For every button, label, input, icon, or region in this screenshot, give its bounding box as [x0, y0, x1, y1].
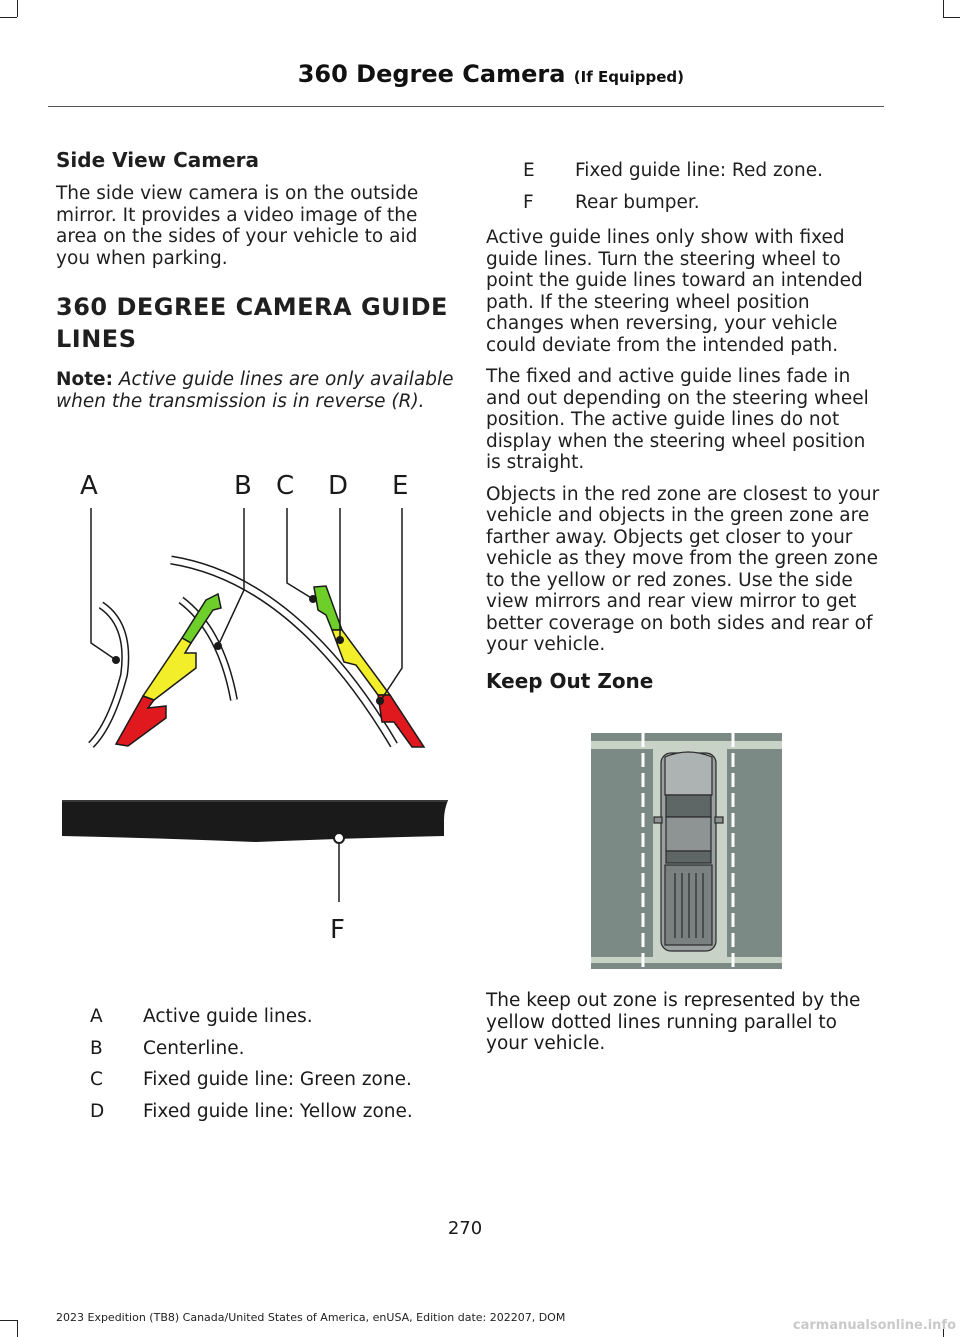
truck-rear-window — [666, 851, 711, 863]
diagram-label-f: F — [330, 915, 345, 945]
truck-mirror-left — [654, 817, 662, 823]
callout-line-a — [91, 508, 116, 660]
side-view-paragraph: The side view camera is on the outside mirror. It provides a video image of the area on the sides of your vehicle to aid you when parking. — [56, 183, 419, 269]
legend-key: C — [90, 1069, 103, 1090]
legend-key: A — [90, 1006, 103, 1027]
callout-ring-f — [334, 833, 344, 843]
legend-value: Fixed guide line: Green zone. — [143, 1069, 412, 1090]
legend-row — [486, 160, 884, 182]
keep-out-zone-diagram — [591, 733, 782, 969]
paragraph-active-guide-lines: Active guide lines only show with fixed guide lines. Turn the steering wheel to point the guide lines toward an intended path. If the steering wheel position changes when reversing, your vehicle could deviate from the intended path. — [486, 227, 863, 356]
diagram-label-a: A — [80, 471, 98, 501]
rear-bumper — [62, 800, 448, 842]
diagram-label-e: E — [392, 471, 409, 501]
truck-windshield — [666, 795, 711, 817]
callout-line-c — [287, 508, 313, 599]
legend-row — [56, 1006, 454, 1028]
diagram-label-d: D — [328, 471, 349, 501]
guide-lines-heading-line1: 360 DEGREE CAMERA GUIDE — [56, 293, 448, 321]
callout-dot-c — [309, 595, 317, 603]
page-number: 270 — [447, 1218, 483, 1239]
legend-value: Active guide lines. — [143, 1006, 313, 1027]
left-red-zone — [116, 696, 166, 746]
note-text: Active guide lines are only available when the transmission is in reverse (R). — [56, 369, 454, 412]
callout-dot-d — [336, 636, 344, 644]
keep-out-zone-paragraph: The keep out zone is represented by the yellow dotted lines running parallel to your vehicle. — [486, 990, 861, 1054]
header-title-text: 360 Degree Camera — [297, 60, 566, 88]
legend-row — [56, 1069, 454, 1091]
header-subtitle: (If Equipped) — [573, 68, 684, 86]
crop-mark — [943, 17, 960, 18]
legend-value: Fixed guide line: Yellow zone. — [143, 1100, 413, 1122]
legend-key: E — [523, 160, 535, 181]
diagram-label-c: C — [276, 471, 295, 501]
footer-text: 2023 Expedition (TB8) Canada/United States of America, enUSA, Edition date: 202207, DOM — [56, 1311, 566, 1324]
left-yellow-zone — [143, 638, 196, 700]
legend-value: Fixed guide line: Red zone. — [575, 160, 823, 181]
upper-road-band — [591, 741, 782, 749]
truck — [654, 752, 723, 951]
guide-lines-heading — [56, 291, 454, 355]
truck-mirror-right — [715, 817, 723, 823]
crop-mark — [943, 0, 944, 17]
legend-value: Centerline. — [143, 1037, 245, 1059]
diagram-label-b: B — [234, 471, 252, 501]
paragraph-zones: Objects in the red zone are closest to your vehicle and objects in the green zone are farther away. Objects get closer to your vehicle as they move from the green zone to the yellow or red zones. Use the side view mirrors and rear view mirror to get better coverage on both sides and rear of your vehicle. — [486, 483, 880, 655]
right-column — [486, 160, 884, 666]
lower-road-band — [591, 957, 782, 963]
legend-left — [56, 1006, 454, 1132]
legend-row — [486, 192, 884, 214]
crop-mark — [17, 0, 18, 17]
callout-line-e — [381, 508, 402, 700]
right-green-zone — [314, 586, 342, 630]
legend-value: Rear bumper. — [575, 191, 700, 213]
truck-hood — [665, 752, 712, 795]
callout-dot-e — [376, 697, 384, 705]
watermark: carmanualsonline.info — [792, 1318, 956, 1333]
note — [56, 369, 454, 412]
legend-key: B — [90, 1037, 103, 1059]
guide-lines-heading-line2: LINES — [56, 325, 137, 353]
left-column — [56, 147, 454, 422]
centerline-arc-inner — [171, 560, 394, 745]
header-divider — [48, 106, 884, 107]
crop-mark — [0, 17, 17, 18]
truck-cab-roof — [666, 817, 711, 851]
right-red-zone — [378, 695, 424, 747]
legend-key: F — [523, 191, 534, 213]
page-header-title — [84, 60, 684, 88]
legend-row — [56, 1101, 454, 1123]
keep-out-zone-heading: Keep Out Zone — [486, 669, 654, 693]
legend-key: D — [90, 1100, 105, 1122]
guide-lines-diagram — [56, 460, 456, 960]
callout-dot-a — [112, 656, 120, 664]
crop-mark — [0, 1320, 17, 1321]
paragraph-fade: The fixed and active guide lines fade in and out depending on the steering wheel position. The active guide lines do not display when the steering wheel position is straight. — [486, 366, 869, 473]
crop-mark — [17, 1320, 18, 1337]
centerline-arc-outer — [171, 560, 394, 745]
side-view-heading: Side View Camera — [56, 148, 260, 172]
note-label: Note: — [56, 369, 113, 390]
callout-dot-b — [214, 642, 222, 650]
legend-row — [56, 1038, 454, 1060]
